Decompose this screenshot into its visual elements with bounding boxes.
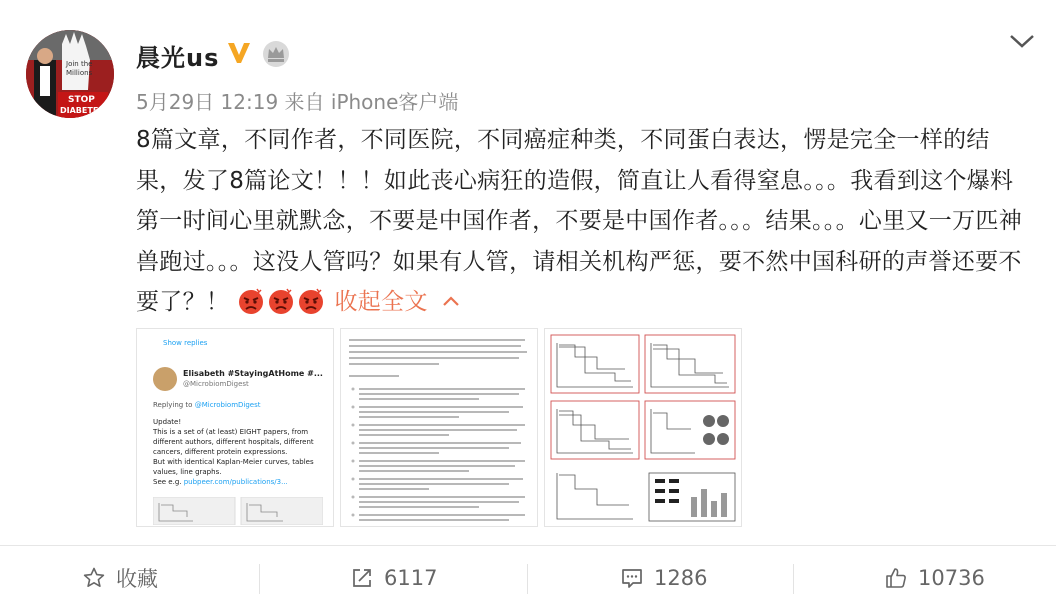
tweet-body — [153, 417, 323, 487]
tweet-figure-previews — [153, 497, 323, 525]
verified-v-icon — [226, 40, 252, 66]
action-bar — [0, 545, 1056, 609]
tweet-line: But with identical Kaplan-Meier curves, tables — [153, 458, 314, 466]
collapse-text-link[interactable] — [334, 289, 459, 315]
image-thumbnail-figures[interactable] — [544, 328, 742, 527]
image-thumbnail-paper-list[interactable] — [340, 328, 538, 527]
tweet-line: This is a set of (at least) EIGHT papers, from — [153, 428, 309, 436]
crown-icon[interactable] — [262, 40, 290, 68]
tweet-line: values, line graphs. — [153, 468, 222, 476]
favorite-button[interactable] — [82, 546, 158, 609]
like-count: 10736 — [918, 565, 985, 590]
comment-count: 1286 — [654, 565, 708, 590]
svg-text:STOP: STOP — [68, 95, 95, 105]
favorite-label: 收藏 — [116, 566, 158, 591]
angry-emoji-icon — [267, 287, 295, 315]
post-content — [136, 120, 1036, 323]
repost-count: 6117 — [384, 565, 438, 590]
angry-emoji-icon — [237, 287, 265, 315]
post-meta — [136, 86, 458, 115]
tweet-replying-prefix: Replying to — [153, 401, 195, 409]
figures-preview — [545, 329, 741, 526]
tweet-line: different authors, different hospitals, different — [153, 438, 314, 446]
avatar[interactable] — [26, 30, 114, 118]
post-text: 8篇文章，不同作者，不同医院，不同癌症种类，不同蛋白表达，愣是完全一样的结果，发了8篇论文！！！如此丧心病狂的造假，简直让人看得窒息。。。我看到这个爆料第一时间心里就默念，不要是中国作者，不要是中国作者。。。结果。。。心里又一万匹神兽跑过。。。这没人管吗？如果有人管，请相关机构严惩，要不然中国科研的声誉还要不要了？！ — [136, 127, 1022, 315]
post-source: 来自 iPhone客户端 — [284, 90, 459, 114]
comment-icon — [620, 566, 644, 590]
svg-text:Join the: Join the — [66, 60, 93, 68]
divider — [793, 564, 794, 594]
tweet-see-link: pubpeer.com/publications/3... — [183, 478, 288, 486]
tweet-handle: @MicrobiomDigest — [183, 380, 249, 388]
comment-button[interactable] — [620, 546, 707, 609]
repost-button[interactable] — [350, 546, 437, 609]
tweet-replying-handle: @MicrobiomDigest — [194, 401, 261, 409]
tweet-see-prefix: See e.g. — [153, 478, 184, 486]
collapse-label: 收起全文 — [334, 289, 428, 315]
repost-icon — [350, 566, 374, 590]
tweet-line: cancers, different protein expressions. — [153, 448, 288, 456]
tweet-replying — [153, 401, 261, 409]
image-thumbnail-tweet[interactable] — [136, 328, 334, 527]
angry-emoji-icon — [297, 287, 325, 315]
username[interactable]: 晨光us — [136, 44, 220, 72]
post-timestamp[interactable]: 5月29日 12:19 — [136, 90, 279, 114]
divider — [527, 564, 528, 594]
tweet-see-line — [153, 477, 323, 487]
avatar-image — [26, 30, 114, 118]
chevron-up-icon — [442, 295, 460, 307]
paper-list-preview — [341, 329, 537, 526]
svg-text:Millions: Millions — [66, 69, 93, 77]
tweet-author: Elisabeth #StayingAtHome #... — [183, 369, 323, 378]
chevron-down-icon[interactable] — [1008, 30, 1036, 52]
show-replies-link: Show replies — [163, 339, 208, 347]
svg-text:DIABETES: DIABETES — [60, 106, 105, 115]
tweet-avatar — [153, 367, 177, 391]
star-icon — [82, 566, 106, 590]
thumbs-up-icon — [884, 566, 908, 590]
tweet-line: Update! — [153, 418, 182, 426]
like-button[interactable] — [884, 546, 985, 609]
divider — [259, 564, 260, 594]
